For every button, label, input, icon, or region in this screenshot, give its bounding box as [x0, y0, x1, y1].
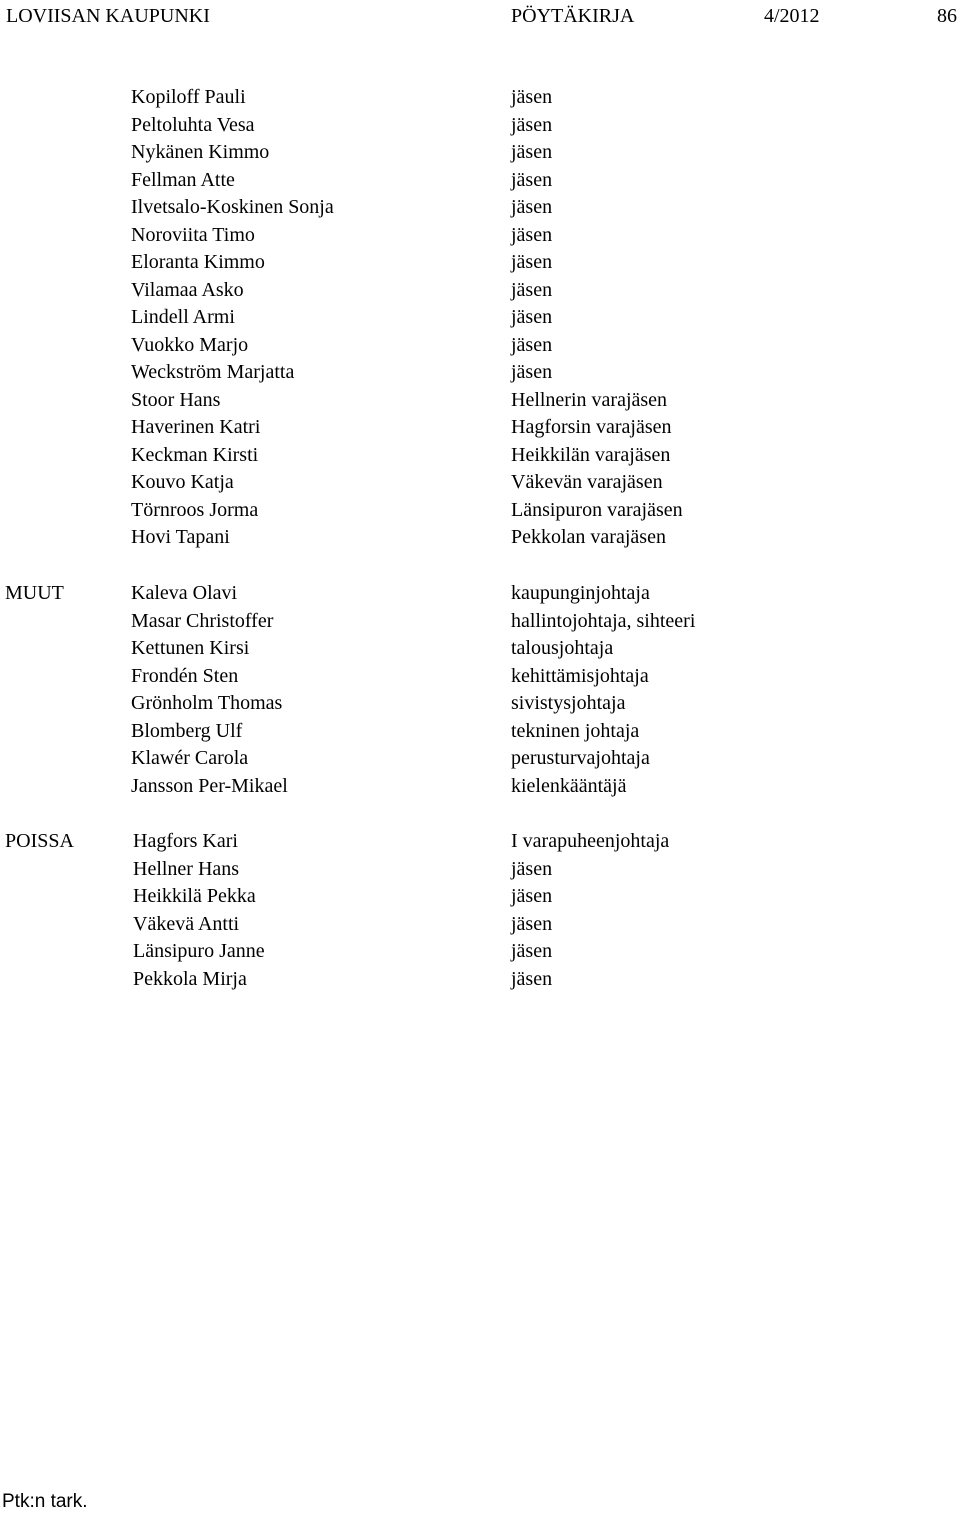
attendee-role: jäsen: [511, 223, 553, 246]
attendee-row: [0, 938, 960, 966]
attendee-role: jäsen: [511, 361, 553, 383]
attendee-name: Kouvo Katja: [131, 471, 234, 493]
attendee-row: [0, 856, 960, 884]
attendee-role: jäsen: [511, 940, 553, 962]
attendee-name: Lindell Armi: [131, 306, 235, 328]
attendee-row: [0, 718, 960, 746]
attendee-role: jäsen: [511, 251, 553, 273]
attendee-row: [0, 828, 960, 856]
attendee-row: [0, 304, 960, 332]
absent-section: [0, 828, 960, 993]
attendee-row: [0, 442, 960, 470]
attendee-row: [0, 773, 960, 801]
attendee-row: [0, 663, 960, 691]
attendee-name: Kaleva Olavi: [131, 582, 238, 604]
attendee-row: [0, 167, 960, 195]
attendee-row: [0, 745, 960, 773]
attendee-name: Weckström Marjatta: [131, 361, 295, 383]
attendee-row: [0, 194, 960, 222]
attendee-role: jäsen: [511, 857, 553, 880]
attendee-name: Fellman Atte: [131, 168, 235, 191]
attendee-name: Eloranta Kimmo: [131, 251, 265, 273]
members-list: [0, 84, 960, 552]
page-header: [0, 3, 960, 29]
attendee-row: [0, 469, 960, 497]
attendee-row: [0, 222, 960, 250]
attendee-role: jäsen: [511, 141, 553, 163]
attendee-role: kielenkääntäjä: [511, 774, 627, 797]
attendee-row: [0, 359, 960, 387]
others-section-label: MUUT: [5, 582, 64, 604]
document-type: PÖYTÄKIRJA: [511, 5, 635, 27]
attendee-name: Stoor Hans: [131, 388, 221, 411]
attendee-role: sivistysjohtaja: [511, 692, 626, 714]
attendee-row: [0, 84, 960, 112]
attendee-name: Heikkilä Pekka: [133, 885, 256, 907]
organization-name: LOVIISAN KAUPUNKI: [6, 5, 210, 27]
attendee-row: [0, 387, 960, 415]
attendee-name: Kettunen Kirsi: [131, 637, 250, 659]
attendee-role: jäsen: [511, 278, 553, 301]
attendee-name: Masar Christoffer: [131, 609, 274, 632]
attendee-role: tekninen johtaja: [511, 719, 640, 742]
attendee-role: Hagforsin varajäsen: [511, 416, 672, 438]
attendee-name: Frondén Sten: [131, 664, 239, 687]
attendee-role: hallintojohtaja, sihteeri: [511, 609, 696, 632]
attendee-role: jäsen: [511, 967, 553, 990]
attendee-role: Väkevän varajäsen: [511, 471, 663, 493]
attendee-row: [0, 883, 960, 911]
attendee-role: jäsen: [511, 113, 553, 136]
attendee-role: jäsen: [511, 333, 553, 356]
attendee-row: [0, 966, 960, 994]
attendee-row: [0, 139, 960, 167]
attendee-role: jäsen: [511, 86, 553, 108]
attendee-name: Vilamaa Asko: [131, 278, 244, 301]
absent-section-label: POISSA: [5, 830, 74, 852]
attendee-row: [0, 414, 960, 442]
others-section: [0, 580, 960, 800]
attendee-name: Jansson Per-Mikael: [131, 774, 288, 797]
meeting-number: 4/2012: [764, 5, 820, 27]
attendee-name: Klawér Carola: [131, 747, 249, 769]
attendee-name: Väkevä Antti: [133, 912, 240, 935]
attendee-row: [0, 332, 960, 360]
attendee-name: Pekkola Mirja: [133, 967, 247, 990]
attendee-name: Nykänen Kimmo: [131, 141, 270, 163]
attendee-name: Hovi Tapani: [131, 526, 230, 548]
attendee-name: Peltoluhta Vesa: [131, 113, 255, 136]
attendee-role: jäsen: [511, 306, 553, 328]
attendee-role: I varapuheenjohtaja: [511, 830, 670, 852]
attendee-role: jäsen: [511, 196, 553, 218]
attendee-row: [0, 635, 960, 663]
attendee-role: kaupunginjohtaja: [511, 582, 650, 604]
attendee-row: [0, 580, 960, 608]
minutes-checker-label: Ptk:n tark.: [2, 1491, 88, 1512]
attendee-role: jäsen: [511, 168, 553, 191]
attendee-name: Hagfors Kari: [133, 830, 238, 852]
attendee-row: [0, 249, 960, 277]
attendee-row: [0, 608, 960, 636]
page-number: 86: [937, 5, 957, 27]
attendee-name: Vuokko Marjo: [131, 333, 249, 356]
attendee-role: kehittämisjohtaja: [511, 664, 649, 687]
attendee-row: [0, 524, 960, 552]
attendee-row: [0, 112, 960, 140]
attendee-role: talousjohtaja: [511, 637, 614, 659]
attendee-name: Ilvetsalo-Koskinen Sonja: [131, 196, 334, 218]
attendee-role: Länsipuron varajäsen: [511, 498, 683, 521]
attendee-role: perusturvajohtaja: [511, 747, 650, 769]
attendee-row: [0, 277, 960, 305]
attendee-name: Törnroos Jorma: [131, 498, 259, 521]
attendee-name: Grönholm Thomas: [131, 692, 283, 714]
attendee-role: Heikkilän varajäsen: [511, 443, 671, 466]
attendee-name: Noroviita Timo: [131, 223, 255, 246]
attendee-row: [0, 497, 960, 525]
attendee-row: [0, 690, 960, 718]
attendee-role: jäsen: [511, 912, 553, 935]
attendee-role: Pekkolan varajäsen: [511, 526, 666, 548]
attendee-name: Haverinen Katri: [131, 416, 261, 438]
attendee-name: Länsipuro Janne: [133, 940, 265, 962]
attendee-name: Kopiloff Pauli: [131, 86, 246, 108]
attendee-name: Hellner Hans: [133, 857, 240, 880]
attendee-role: jäsen: [511, 885, 553, 907]
attendee-name: Keckman Kirsti: [131, 443, 259, 466]
attendee-row: [0, 911, 960, 939]
attendee-role: Hellnerin varajäsen: [511, 388, 668, 411]
attendee-name: Blomberg Ulf: [131, 719, 243, 742]
